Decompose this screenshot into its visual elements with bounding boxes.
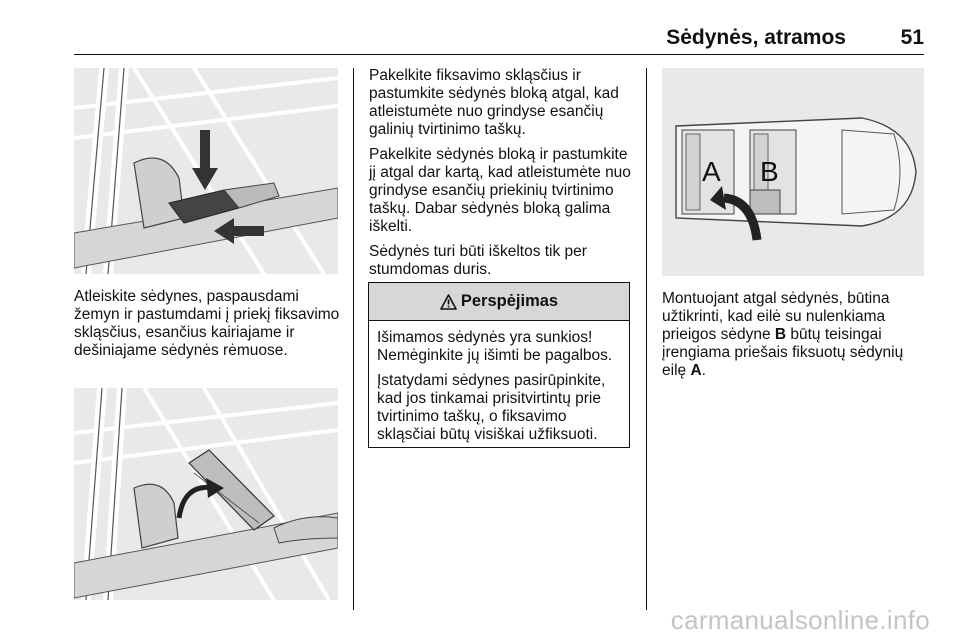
seat-row-a-ref: A: [690, 362, 702, 379]
column1-paragraph: Atleiskite sėdynes, paspausdami žemyn ir pastumdami į priekį fiksavimo skląsčius, esančius kairiajame ir dešiniajame sėdynės rėmuose.: [74, 288, 340, 359]
page-header: [74, 24, 924, 55]
warning-paragraph-1: Išimamos sėdynės yra sunkios! Nemėginkite jų išimti be pagalbos.: [377, 329, 613, 364]
latch-lift-drawing: [74, 388, 338, 600]
column3-text-middle: būtų teisingai įrengiama priešais fiksuotų sėdynių eilę: [662, 326, 904, 379]
seat-row-b-ref: B: [774, 326, 787, 343]
diagram-label-b: B: [760, 156, 779, 187]
column3-text-end: .: [701, 362, 706, 379]
latch-release-drawing: [74, 68, 338, 274]
illustration-latch-lift: [74, 388, 338, 600]
column3-text: [662, 290, 926, 387]
column2-paragraph-1: Pakelkite fiksavimo skląsčius ir pastumkite sėdynės bloką atgal, kad atleistumėte nuo grindyse esančių galinių tvirtinimo taškų.: [369, 67, 619, 138]
warning-title: Perspėjimas: [460, 292, 559, 310]
column-divider-left: [353, 68, 354, 610]
watermark: carmanualsonline.info: [670, 605, 930, 635]
column2-paragraph-2: Pakelkite sėdynės bloką ir pastumkite jį atgal dar kartą, kad atleistumėte nuo grindyse esančių priekinių tvirtinimo taškų. Dabar sėdynės bloką galima iškelti.: [369, 146, 631, 235]
warning-paragraph-2: Įstatydami sėdynes pasirūpinkite, kad jos tinkamai prisitvirtintų prie tvirtinimo taškų, o fiksavimo skląsčiai būtų visiškai užfiksuoti.: [377, 372, 606, 443]
illustration-seat-rows-plan: [662, 68, 924, 276]
warning-body: [369, 321, 629, 444]
illustration-latch-release: [74, 68, 338, 274]
column2-paragraph-3: Sėdynės turi būti iškeltos tik per stumdomas duris.: [369, 243, 587, 278]
warning-box: [368, 282, 630, 448]
diagram-label-a: A: [702, 156, 721, 187]
page-number: 51: [900, 26, 924, 49]
column3-text-start: Montuojant atgal sėdynės, būtina užtikrinti, kad eilė su nulenkiama prieigos sėdyne: [662, 290, 890, 343]
warning-header: [369, 283, 629, 321]
column2-text: [369, 67, 635, 286]
column3-paragraph: [662, 290, 926, 380]
warning-triangle-icon: [440, 294, 457, 310]
page-title: Sėdynės, atramos: [666, 26, 846, 49]
column1-text: [74, 288, 344, 367]
column-divider-right: [646, 68, 647, 610]
